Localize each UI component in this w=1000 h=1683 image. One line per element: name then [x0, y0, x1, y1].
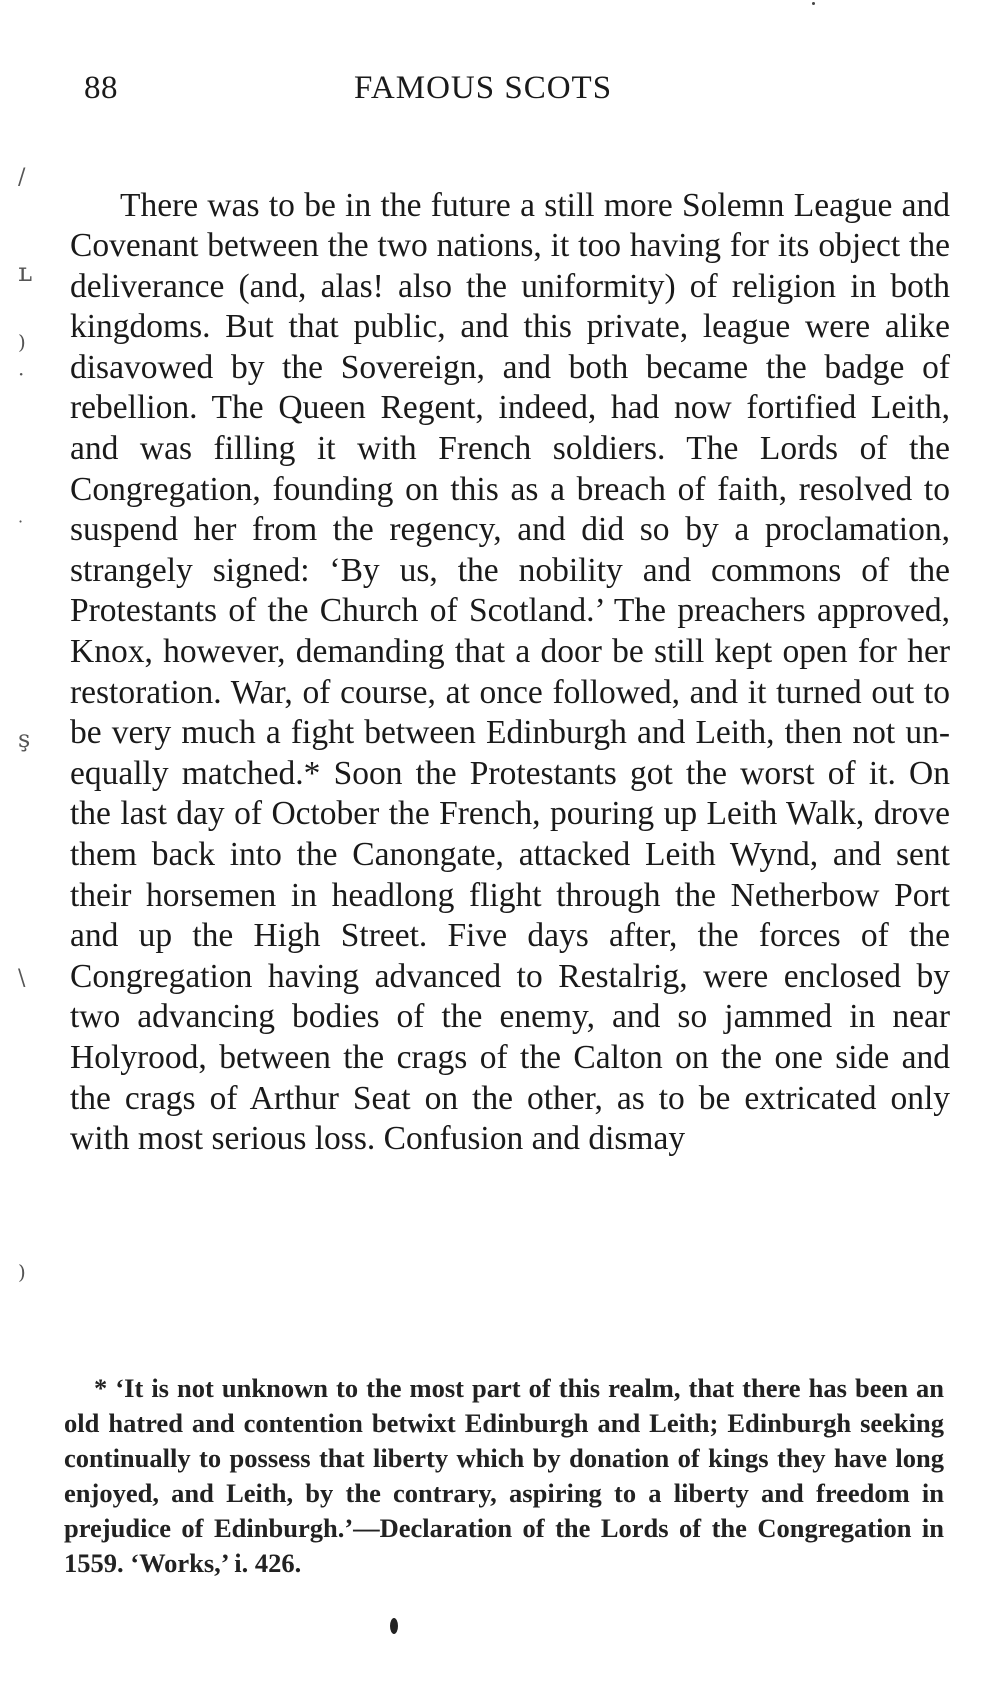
margin-pencil-mark: ş — [18, 725, 31, 753]
margin-pencil-mark: / — [18, 165, 26, 190]
running-head — [84, 70, 914, 114]
running-title: FAMOUS SCOTS — [354, 70, 613, 106]
ink-speck — [812, 2, 815, 5]
body-paragraph: There was to be in the future a still more Solemn League and Covenant between the two nations, it too having for its object the deliverance (and, alas! also the uniformity) of religion in both kingdoms. But that public, and this private, league were alike disavowed by the Sovereign, and both became the badge of rebellion. The Queen Regent, indeed, had now fortified Leith, and was filling it with French soldiers. The Lords of the Congregation, founding on this as a breach of faith, resolved to suspend her from the regency, and did so by a proclamation, strangely signed: ‘By us, the nobility and commons of the Protestants of the Church of Scotland.’ The preachers approved, Knox, however, demanding that a door be still kept open for her restoration. War, of course, at once followed, and it turned out to be very much a fight between Edinburgh and Leith, then not unequally matched.* Soon the Protestants got the worst of it. On the last day of October the French, pouring up Leith Walk, drove them back into the Canongate, attacked Leith Wynd, and sent their horsemen in headlong flight through the Netherbow Port and up the High Street. Five days after, the forces of the Congregation having advanced to Restalrig, were enclosed by two advancing bodies of the enemy, and so jammed in near Holyrood, between the crags of the Calton on the one side and the crags of Arthur Seat on the other, as to be extricated only with most serious loss. Confusion and dismay — [70, 186, 950, 1158]
margin-pencil-mark: ʟ — [18, 258, 33, 288]
margin-pencil-mark: · — [18, 512, 24, 531]
footnote: * ‘It is not unknown to the most part of this realm, that there has been an old hatred and contention betwixt Edinburgh and Leith; Edinburgh seeking continually to possess that liberty which by donation of kings they have long enjoyed, and Leith, by the contrary, aspiring to a liberty and freedom in prejudice of Edinburgh.’—Declaration of the Lords of the Congregation in 1559. ‘Works,’ i. 426. — [64, 1372, 944, 1578]
ink-blot — [390, 1618, 398, 1634]
margin-pencil-mark: ) — [18, 1260, 26, 1284]
margin-pencil-mark: ) — [18, 330, 26, 354]
margin-pencil-mark: \ — [18, 966, 26, 991]
margin-pencil-mark: · — [18, 362, 25, 386]
page-number: 88 — [84, 70, 118, 106]
